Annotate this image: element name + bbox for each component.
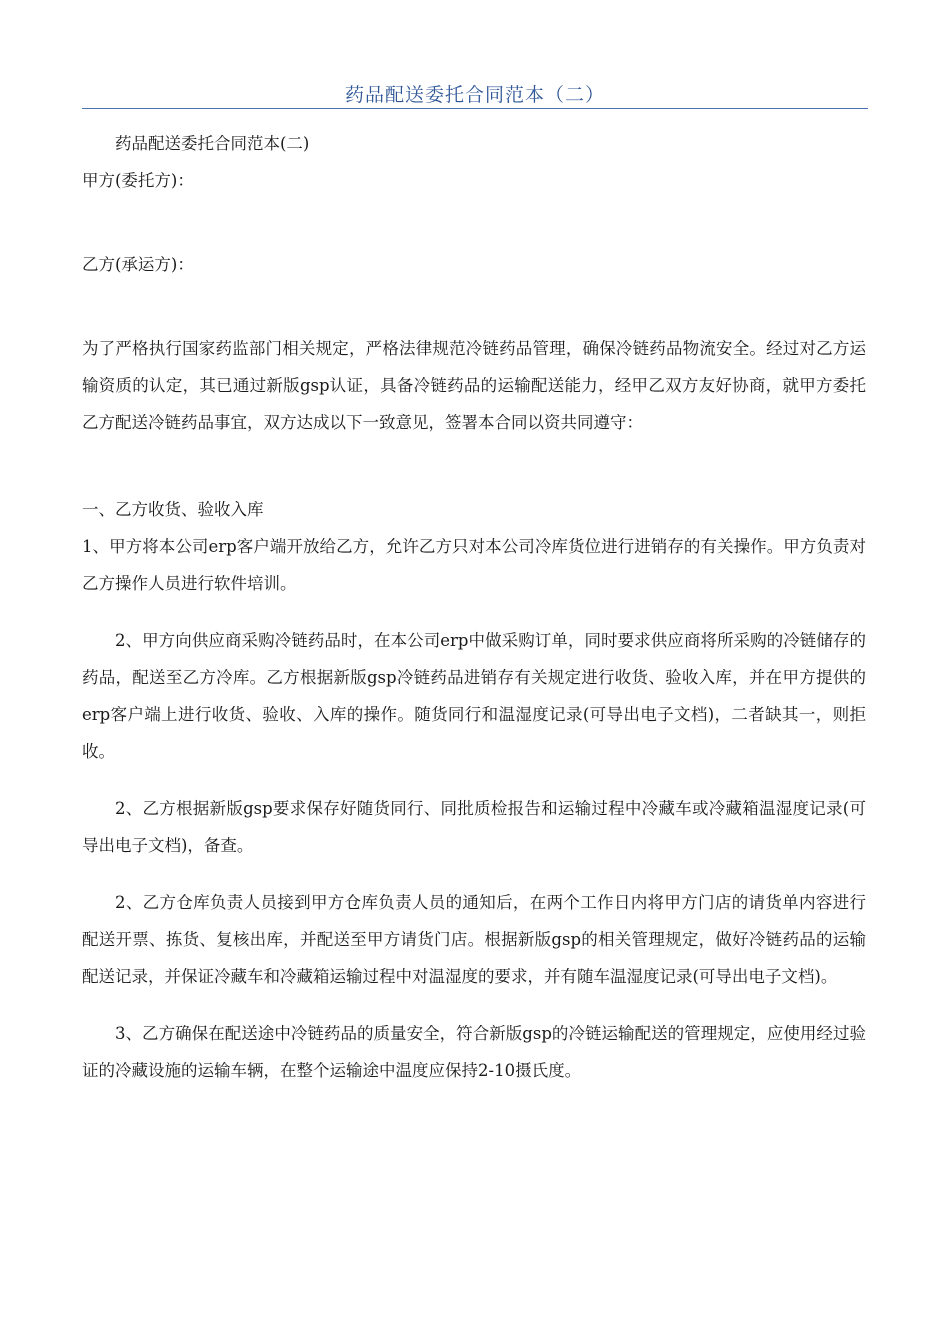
clause-2a-paragraph: 2、甲方向供应商采购冷链药品时，在本公司erp中做采购订单，同时要求供应商将所采购的冷链储存的药品，配送至乙方冷库。乙方根据新版gsp冷链药品进销存有关规定进行收货、验收入库，并在甲方提供的erp客户端上进行收货、验收、入库的操作。随货同行和温湿度记录(可导出电子文档)，二者缺其一，则拒收。 [82, 631, 866, 761]
section-1-heading: 一、乙方收货、验收入库 [82, 500, 264, 519]
party-b-line: 乙方(承运方)： [82, 255, 194, 274]
page-header-title: 药品配送委托合同范本（二） [344, 84, 605, 106]
preamble-paragraph: 为了严格执行国家药监部门相关规定，严格法律规范冷链药品管理，确保冷链药品物流安全。经过对乙方运输资质的认定，其已通过新版gsp认证，具备冷链药品的运输配送能力，经甲乙双方友好协商，就甲方委托乙方配送冷链药品事宜，双方达成以下一致意见，签署本合同以资共同遵守： [82, 339, 866, 432]
document-subtitle: 药品配送委托合同范本(二) [115, 134, 310, 153]
clause-3-paragraph: 3、乙方确保在配送途中冷链药品的质量安全，符合新版gsp的冷链运输配送的管理规定，应使用经过验证的冷藏设施的运输车辆，在整个运输途中温度应保持2-10摄氏度。 [82, 1024, 866, 1080]
clause-2b-paragraph: 2、乙方根据新版gsp要求保存好随货同行、同批质检报告和运输过程中冷藏车或冷藏箱温湿度记录(可导出电子文档)，备查。 [82, 799, 866, 855]
clause-1-paragraph: 1、甲方将本公司erp客户端开放给乙方，允许乙方只对本公司冷库货位进行进销存的有关操作。甲方负责对乙方操作人员进行软件培训。 [82, 537, 866, 593]
document-body [82, 125, 866, 1089]
party-a-line: 甲方(委托方)： [82, 171, 194, 190]
header-divider [82, 108, 868, 109]
clause-2c-paragraph: 2、乙方仓库负责人员接到甲方仓库负责人员的通知后，在两个工作日内将甲方门店的请货单内容进行配送开票、拣货、复核出库，并配送至甲方请货门店。根据新版gsp的相关管理规定，做好冷链药品的运输配送记录，并保证冷藏车和冷藏箱运输过程中对温湿度的要求，并有随车温湿度记录(可导出电子文档)。 [82, 893, 866, 986]
